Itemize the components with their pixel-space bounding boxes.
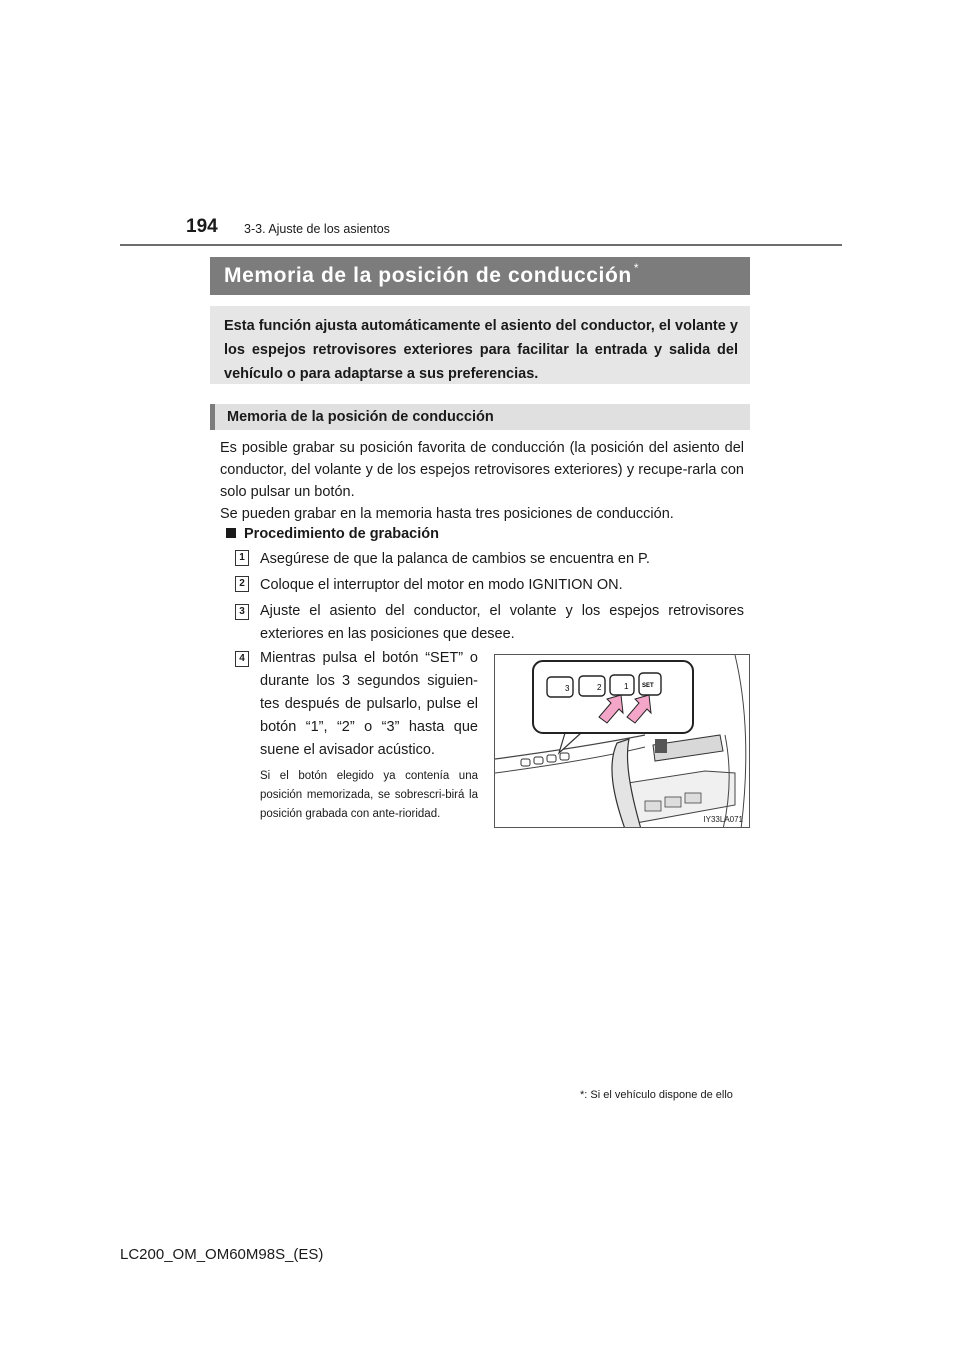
memory-buttons-illustration [494, 654, 750, 828]
memory-button-1-label: 1 [624, 682, 629, 691]
square-bullet-icon [226, 528, 236, 538]
step-number-4: 4 [235, 651, 249, 667]
step-number-1: 1 [235, 550, 249, 566]
header-divider [120, 244, 842, 246]
footnote-marker: * [580, 1089, 585, 1101]
memory-button-1 [610, 675, 634, 695]
procedure-heading [226, 526, 439, 542]
memory-button-2 [579, 676, 605, 696]
step-text-4: Mientras pulsa el botón “SET” o durante los 3 segundos siguien-tes después de pulsarlo, pulse el botón “1”, “2” o “3” hasta que suene el avisador acústico. [260, 650, 478, 758]
memory-button-3 [547, 677, 573, 697]
intro-box: Esta función ajusta automáticamente el asiento del conductor, el volante y los espejos retrovisores exteriores para facilitar la entrada y salida del vehículo o para adaptarse a sus preferencias. [210, 306, 750, 384]
section-label: 3-3. Ajuste de los asientos [244, 222, 390, 236]
step-text-3: Ajuste el asiento del conductor, el volante y los espejos retrovisores exteriores en las posiciones que desee. [260, 603, 744, 642]
memory-button-3-label: 3 [565, 684, 570, 693]
set-button [639, 673, 661, 695]
footnote-text: : Si el vehículo dispone de ello [584, 1089, 733, 1101]
set-button-label: SET [642, 683, 654, 689]
figure-code: IY33LA071 [703, 815, 743, 824]
page-title: Memoria de la posición de conducción [224, 264, 632, 287]
title-footnote-marker: * [633, 261, 639, 275]
body-paragraph-1: Es posible grabar su posición favorita de conducción (la posición del asiento del conductor, del volante y de los espejos retrovisores exteriores) y recupe-rarla con solo pulsar un botón. [220, 440, 744, 500]
step-note: Si el botón elegido ya contenía una posición memorizada, se sobrescri-birá la posición grabada con ante-rioridad. [260, 770, 478, 820]
title-bar [210, 257, 750, 295]
step-text-1: Asegúrese de que la palanca de cambios se encuentra en P. [260, 551, 650, 567]
door-panel-drawing [495, 655, 750, 828]
footnote [580, 1089, 733, 1101]
procedure-heading-text: Procedimiento de grabación [244, 526, 439, 542]
body-paragraph-2: Se pueden grabar en la memoria hasta tres posiciones de conducción. [220, 506, 674, 522]
step-text-2: Coloque el interruptor del motor en modo IGNITION ON. [260, 577, 623, 593]
document-id: LC200_OM_OM60M98S_(ES) [120, 1246, 324, 1263]
step-number-2: 2 [235, 576, 249, 592]
step-number-3: 3 [235, 604, 249, 620]
memory-button-2-label: 2 [597, 683, 602, 692]
body-text [220, 437, 744, 525]
page-number: 194 [186, 216, 218, 237]
subheading: Memoria de la posición de conducción [210, 404, 750, 430]
